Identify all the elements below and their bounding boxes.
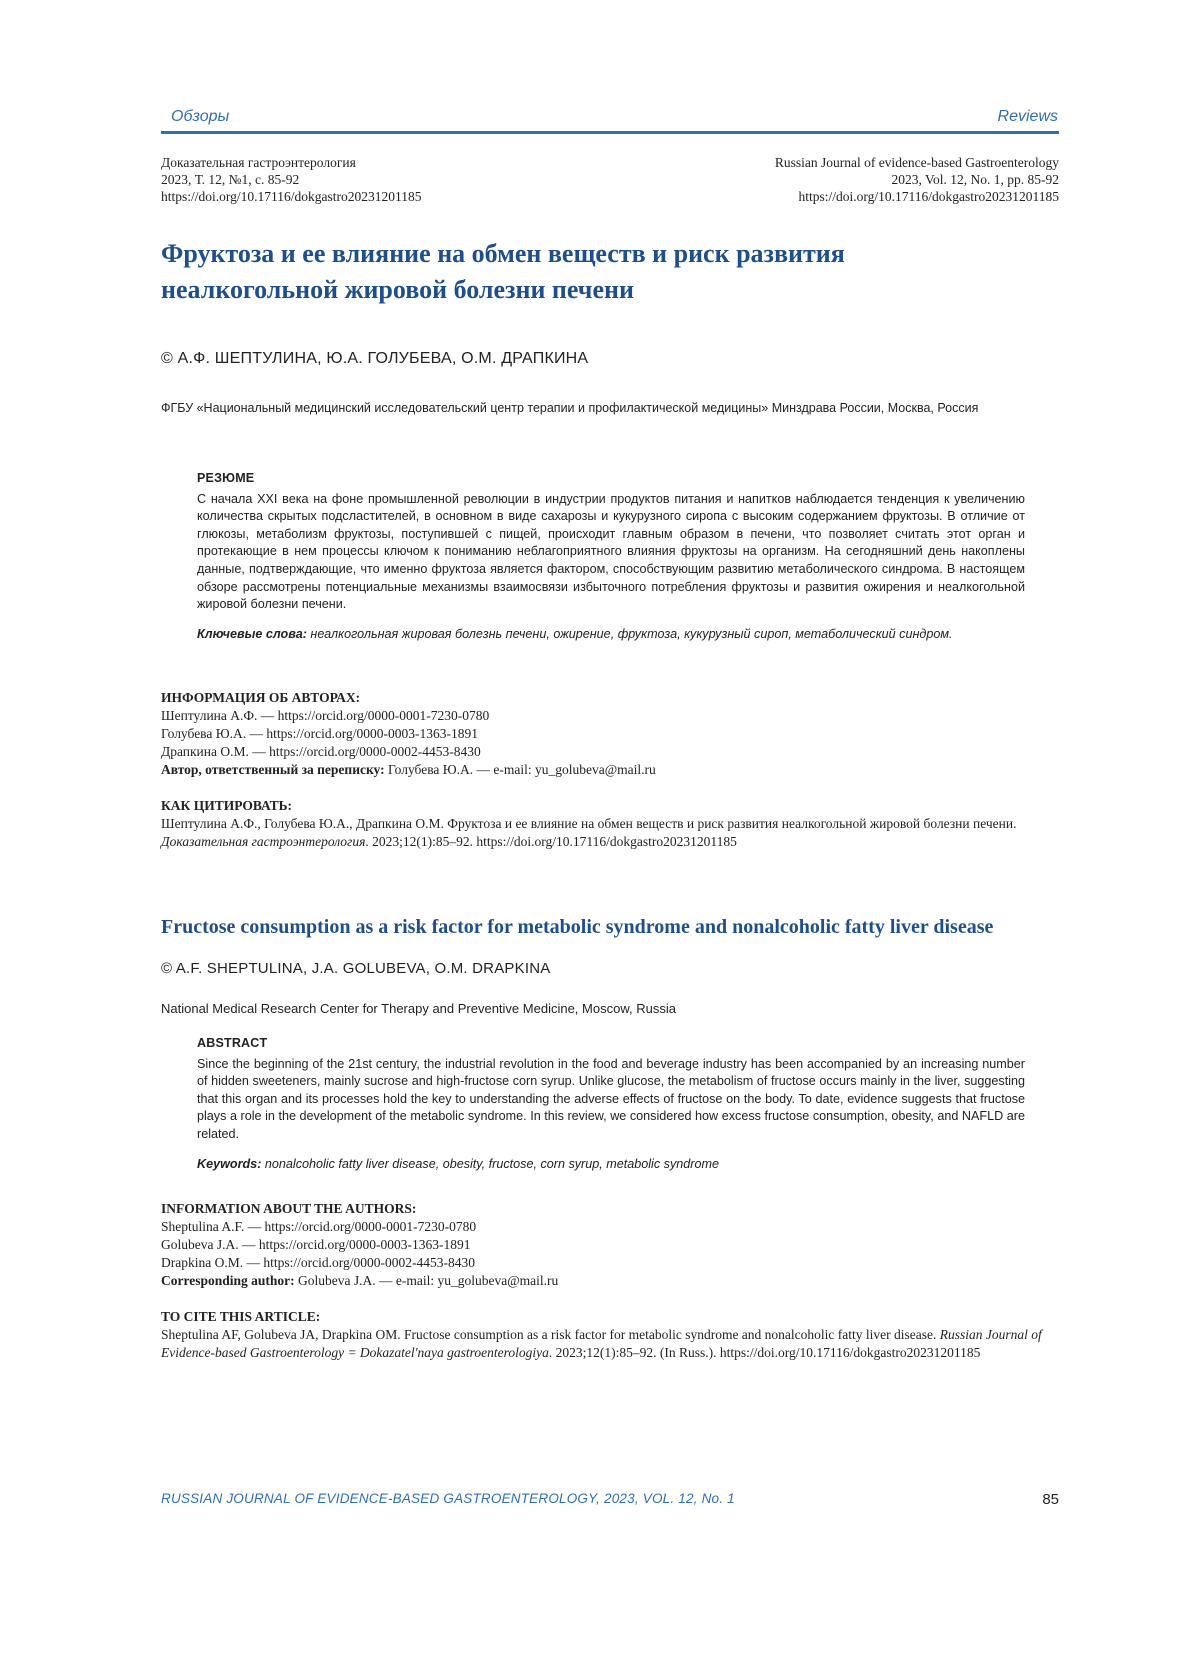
citation-part2-en: . 2023;12(1):85–92. (In Russ.). https://doi.org/10.17116/dokgastro20231201185 [548, 1345, 981, 1360]
citation-ru [161, 797, 1061, 851]
corresponding-label-ru: Автор, ответственный за переписку: [161, 762, 385, 777]
author-line-en: Drapkina O.M. — https://orcid.org/0000-0002-4453-8430 [161, 1255, 475, 1270]
author-info-heading-en: INFORMATION ABOUT THE AUTHORS: [161, 1201, 417, 1216]
journal-doi-en[interactable]: https://doi.org/10.17116/dokgastro20231201185 [798, 189, 1059, 204]
journal-name-en: Russian Journal of evidence-based Gastroenterology [774, 155, 1059, 170]
abstract-ru [197, 470, 1025, 643]
keywords-label-ru: Ключевые слова: [197, 626, 307, 641]
authors-en: © A.F. SHEPTULINA, J.A. GOLUBEVA, O.M. DRAPKINA [161, 960, 551, 977]
keywords-ru [197, 626, 1025, 644]
corresponding-label-en: Corresponding author: [161, 1273, 295, 1288]
keywords-en [197, 1156, 1025, 1174]
corresponding-author-ru [161, 761, 1061, 779]
corresponding-author-en [161, 1272, 1061, 1290]
authors-ru: © А.Ф. ШЕПТУЛИНА, Ю.А. ГОЛУБЕВА, О.М. ДРАПКИНА [161, 350, 589, 367]
article-title-ru: Фруктоза и ее влияние на обмен веществ и риск развития неалкогольной жировой болезни печени [161, 239, 845, 304]
keywords-text-en: nonalcoholic fatty liver disease, obesity, fructose, corn syrup, metabolic syndrome [264, 1156, 719, 1171]
citation-heading-ru: КАК ЦИТИРОВАТЬ: [161, 798, 293, 813]
journal-issue-en: 2023, Vol. 12, No. 1, pp. 85-92 [891, 172, 1059, 187]
citation-part1-ru: Шептулина А.Ф., Голубева Ю.А., Драпкина О.М. Фруктоза и ее влияние на обмен веществ и риск развития неалкогольной жировой болезни печени. [161, 816, 1017, 831]
page-number: 85 [1042, 1491, 1059, 1508]
footer-journal: RUSSIAN JOURNAL OF EVIDENCE-BASED GASTROENTEROLOGY, 2023, VOL. 12, No. 1 [161, 1491, 735, 1506]
section-label-en: Reviews [997, 108, 1058, 125]
author-line-ru: Голубева Ю.А. — https://orcid.org/0000-0003-1363-1891 [161, 726, 478, 741]
citation-part2-ru: . 2023;12(1):85–92. https://doi.org/10.17116/dokgastro20231201185 [365, 834, 737, 849]
journal-info-en [775, 154, 1059, 205]
author-info-en [161, 1200, 1061, 1290]
corresponding-text-en: Golubeva J.A. — e-mail: yu_golubeva@mail.ru [298, 1273, 559, 1288]
abstract-heading-ru: РЕЗЮМЕ [197, 471, 255, 485]
citation-journal-en: Russian Journal of Evidence-based Gastroenterology = Dokazatel'naya gastroenterologiya [161, 1327, 1042, 1360]
article-title-en: Fructose consumption as a risk factor for metabolic syndrome and nonalcoholic fatty liver disease [161, 916, 994, 938]
citation-text-ru [161, 815, 1061, 851]
citation-text-en [161, 1326, 1061, 1362]
journal-issue-ru: 2023, Т. 12, №1, с. 85-92 [161, 172, 300, 187]
abstract-text-ru: С начала XXI века на фоне промышленной революции в индустрии продуктов питания и напитков наблюдается тенденция к увеличению количества скрытых подсластителей, в основном в виде сахарозы и кукурузного сиропа с высоким содержанием фруктозы. В отличие от глюкозы, метаболизм фруктозы, поступившей с пищей, происходит главным образом в печени, что позволяет считать этот орган и протекающие в нем процессы ключом к пониманию неблагоприятного влияния фруктозы на организм. На сегодняшний день накоплены данные, подтверждающие, что именно фруктоза является фактором, способствующим развитию метаболического синдрома. В настоящем обзоре рассмотрены потенциальные механизмы взаимосвязи избыточного потребления фруктозы и развития ожирения и неалкогольной жировой болезни печени. [197, 491, 1025, 612]
journal-info-ru [161, 154, 422, 205]
journal-name-ru: Доказательная гастроэнтерология [161, 155, 356, 170]
author-line-ru: Шептулина А.Ф. — https://orcid.org/0000-0001-7230-0780 [161, 708, 490, 723]
citation-part1-en: Sheptulina AF, Golubeva JA, Drapkina OM. Fructose consumption as a risk factor for metabolic syndrome and nonalcoholic fatty liver disease. [161, 1327, 937, 1342]
affiliation-en: National Medical Research Center for Therapy and Preventive Medicine, Moscow, Russia [161, 1001, 676, 1016]
section-label-ru: Обзоры [171, 108, 230, 125]
author-line-en: Sheptulina A.F. — https://orcid.org/0000-0001-7230-0780 [161, 1219, 477, 1234]
citation-journal-ru: Доказательная гастроэнтерология [161, 834, 366, 849]
running-head [171, 108, 1058, 132]
corresponding-text-ru: Голубева Ю.А. — e-mail: yu_golubeva@mail.ru [388, 762, 656, 777]
header-rule [161, 131, 1059, 134]
author-info-heading-ru: ИНФОРМАЦИЯ ОБ АВТОРАХ: [161, 690, 361, 705]
keywords-label-en: Keywords: [197, 1156, 262, 1171]
author-line-en: Golubeva J.A. — https://orcid.org/0000-0003-1363-1891 [161, 1237, 471, 1252]
author-info-ru [161, 689, 1061, 779]
citation-en [161, 1308, 1061, 1362]
abstract-text-en: Since the beginning of the 21st century, the industrial revolution in the food and beverage industry has been accompanied by an increasing number of hidden sweeteners, mainly sucrose and high-fructose corn syrup. Unlike glucose, the metabolism of fructose occurs mainly in the liver, suggesting that this organ and its processes hold the key to understanding the adverse effects of fructose on the body. To date, evidence suggests that fructose plays a role in the development of the metabolic syndrome. In this review, we considered how excess fructose consumption, obesity, and NAFLD are related. [197, 1056, 1025, 1141]
citation-heading-en: TO CITE THIS ARTICLE: [161, 1309, 321, 1324]
keywords-text-ru: неалкогольная жировая болезнь печени, ожирение, фруктоза, кукурузный сироп, метаболический синдром. [310, 626, 953, 641]
author-line-ru: Драпкина О.М. — https://orcid.org/0000-0002-4453-8430 [161, 744, 481, 759]
abstract-en [197, 1035, 1025, 1173]
affiliation-ru: ФГБУ «Национальный медицинский исследовательский центр терапии и профилактической медицины» Минздрава России, Москва, Россия [161, 401, 979, 415]
page-footer [161, 1491, 1059, 1511]
abstract-heading-en: ABSTRACT [197, 1036, 268, 1050]
journal-doi-ru[interactable]: https://doi.org/10.17116/dokgastro20231201185 [161, 189, 422, 204]
